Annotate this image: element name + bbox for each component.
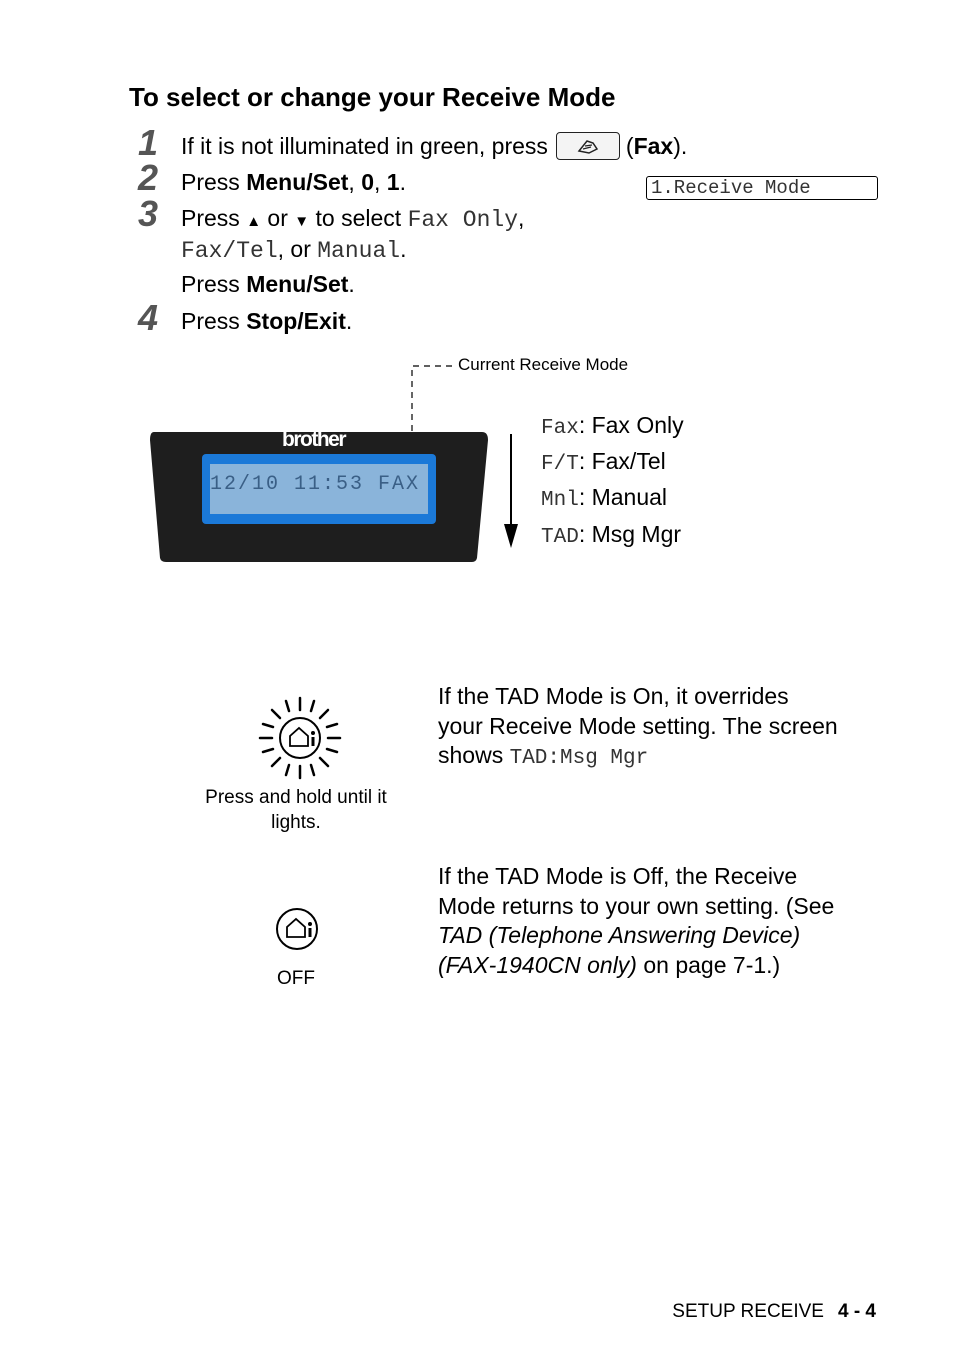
lcd-datetime-text: 12/10 11:53 FAX — [210, 473, 421, 496]
up-arrow-icon: ▲ — [246, 213, 262, 230]
step-2-key-1: 1 — [386, 169, 400, 195]
legend-code: F/T — [541, 453, 579, 476]
legend-label: : Fax/Tel — [578, 448, 666, 474]
step-1-paren-open: ( — [625, 133, 634, 159]
legend-code: Mnl — [541, 489, 579, 512]
lcd-menu-display: 1.Receive Mode — [646, 176, 878, 200]
step-1-number: 1 — [138, 122, 159, 163]
step-3-line3-end: . — [348, 271, 355, 297]
current-receive-mode-label: Current Receive Mode — [458, 355, 629, 374]
step-3-end: . — [400, 236, 407, 262]
step-2-number: 2 — [138, 157, 159, 198]
tad-off-text-b: on page 7-1.) — [636, 951, 781, 978]
tad-on-caption: Press and hold until it lights. — [205, 787, 387, 833]
tad-off-reference: TAD (Telephone Answering Device) (FAX-1940CN only) — [438, 922, 801, 978]
legend-code: Fax — [541, 417, 579, 440]
footer-page-number: 4 - 4 — [837, 1301, 876, 1322]
step-3-menu-set: Menu/Set — [246, 271, 349, 297]
step-4-end: . — [345, 308, 353, 334]
legend-item — [541, 521, 681, 549]
scroll-arrow-head-icon — [504, 524, 518, 548]
tad-on-screen-code: TAD:Msg Mgr — [509, 747, 649, 770]
step-1-text-a: If it is not illuminated in green, press — [181, 133, 548, 159]
step-2-key-0: 0 — [361, 169, 374, 195]
tad-off-text-a: If the TAD Mode is Off, the Receive Mode returns to your own setting. (See — [438, 863, 835, 919]
down-arrow-icon: ▼ — [294, 213, 310, 230]
tad-on-text: If the TAD Mode is On, it overrides your Receive Mode setting. The screen shows — [438, 683, 838, 768]
step-2-sep2: , — [374, 169, 387, 195]
legend-label: : Msg Mgr — [578, 521, 682, 547]
brand-logo: brother — [282, 428, 345, 451]
page-footer — [672, 1301, 876, 1323]
option-manual: Manual — [317, 238, 401, 264]
step-3-text-b: to select — [309, 205, 408, 231]
step-3-press: Press — [181, 271, 247, 297]
step-2-sep1: , — [348, 169, 362, 195]
legend-label: : Fax Only — [578, 412, 684, 438]
legend-code: TAD — [541, 526, 579, 549]
legend-item — [541, 448, 666, 476]
step-3-or-2: , or — [277, 236, 318, 262]
legend-item — [541, 484, 667, 512]
tad-off-caption: OFF — [277, 968, 315, 989]
device-lcd-panel — [146, 426, 492, 571]
footer-section: SETUP RECEIVE — [672, 1301, 824, 1322]
step-3-or: or — [261, 205, 295, 231]
step-2-end: . — [399, 169, 406, 195]
tad-button-off-icon — [275, 908, 319, 950]
legend-item — [541, 412, 684, 440]
step-3-number: 3 — [138, 193, 159, 234]
tad-off-paragraph — [438, 862, 850, 980]
step-1-end: ). — [673, 133, 688, 159]
step-3-comma: , — [518, 205, 525, 231]
tad-on-paragraph — [438, 682, 838, 774]
tad-button-lit-icon — [258, 696, 342, 780]
step-4-stop-exit: Stop/Exit — [246, 308, 346, 334]
step-1-fax-key: Fax — [633, 133, 674, 159]
step-2-text-a: Press — [181, 169, 247, 195]
option-fax-only: Fax Only — [407, 207, 518, 233]
step-4-text-a: Press — [181, 308, 247, 334]
step-2-menu-set: Menu/Set — [246, 169, 349, 195]
step-3-text-a: Press — [181, 205, 247, 231]
step-4-number: 4 — [138, 297, 159, 338]
section-heading: To select or change your Receive Mode — [129, 82, 616, 112]
legend-label: : Manual — [578, 484, 668, 510]
option-fax-tel: Fax/Tel — [181, 238, 278, 264]
